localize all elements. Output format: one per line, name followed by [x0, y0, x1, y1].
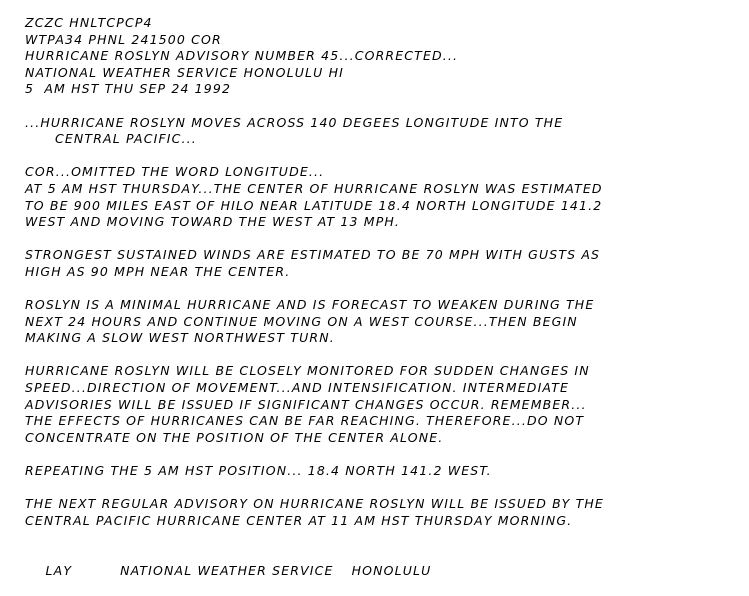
- winds-paragraph: [25, 247, 740, 280]
- spacer: [25, 347, 740, 364]
- advisory-title: HURRICANE ROSLYN ADVISORY NUMBER 45...CORRECTED...: [25, 48, 459, 64]
- headline-block: [25, 115, 740, 148]
- next-advisory-paragraph: [25, 496, 740, 529]
- paragraph-line: CONCENTRATE ON THE POSITION OF THE CENTER ALONE.: [25, 429, 444, 445]
- header-line: WTPA34 PHNL 241500 COR: [25, 31, 222, 47]
- paragraph-line: ROSLYN IS A MINIMAL HURRICANE AND IS FORECAST TO WEAKEN DURING THE: [25, 297, 595, 313]
- paragraph-line: STRONGEST SUSTAINED WINDS ARE ESTIMATED TO BE 70 MPH WITH GUSTS AS: [25, 247, 601, 263]
- paragraph-line: SPEED...DIRECTION OF MOVEMENT...AND INTENSIFICATION. INTERMEDIATE: [25, 380, 570, 396]
- repeat-paragraph: [25, 463, 740, 480]
- spacer: [25, 98, 740, 115]
- paragraph-line: THE EFFECTS OF HURRICANES CAN BE FAR REACHING. THEREFORE...DO NOT: [25, 413, 585, 429]
- spacer: [25, 148, 740, 165]
- signoff-line: [25, 546, 740, 578]
- spacer: [25, 446, 740, 463]
- spacer: [25, 231, 740, 248]
- paragraph-line: NEXT 24 HOURS AND CONTINUE MOVING ON A WEST COURSE...THEN BEGIN: [25, 313, 578, 329]
- header-line: ZCZC HNLTCPCP4: [25, 15, 153, 30]
- spacer: [25, 281, 740, 298]
- paragraph-line: WEST AND MOVING TOWARD THE WEST AT 13 MPH.: [25, 214, 401, 230]
- paragraph-line: CENTRAL PACIFIC HURRICANE CENTER AT 11 AM HST THURSDAY MORNING.: [25, 512, 573, 528]
- paragraph-line: COR...OMITTED THE WORD LONGITUDE...: [25, 164, 325, 180]
- paragraph-line: HIGH AS 90 MPH NEAR THE CENTER.: [25, 263, 291, 279]
- paragraph-line: MAKING A SLOW WEST NORTHWEST TURN.: [25, 330, 335, 346]
- monitoring-paragraph: [25, 363, 740, 446]
- spacer: [25, 480, 740, 497]
- forecast-paragraph: [25, 297, 740, 347]
- correction-paragraph: [25, 164, 740, 230]
- paragraph-line: AT 5 AM HST THURSDAY...THE CENTER OF HURRICANE ROSLYN WAS ESTIMATED: [25, 180, 603, 196]
- spacer: [25, 529, 740, 546]
- paragraph-line: THE NEXT REGULAR ADVISORY ON HURRICANE ROSLYN WILL BE ISSUED BY THE: [25, 496, 604, 512]
- issuing-office: NATIONAL WEATHER SERVICE HONOLULU HI: [25, 64, 344, 80]
- header-block: [25, 15, 740, 98]
- paragraph-line: ADVISORIES WILL BE ISSUED IF SIGNIFICANT CHANGES OCCUR. REMEMBER...: [25, 396, 587, 412]
- paragraph-line: REPEATING THE 5 AM HST POSITION... 18.4 NORTH 141.2 WEST.: [25, 463, 492, 479]
- advisory-document: [25, 15, 740, 578]
- headline-line: CENTRAL PACIFIC...: [55, 131, 197, 147]
- signoff-city: HONOLULU: [351, 562, 432, 578]
- paragraph-line: HURRICANE ROSLYN WILL BE CLOSELY MONITORED FOR SUDDEN CHANGES IN: [25, 363, 590, 379]
- paragraph-line: TO BE 900 MILES EAST OF HILO NEAR LATITUDE 18.4 NORTH LONGITUDE 141.2: [25, 197, 603, 213]
- issue-time: 5 AM HST THU SEP 24 1992: [25, 81, 232, 97]
- headline-line: ...HURRICANE ROSLYN MOVES ACROSS 140 DEGEES LONGITUDE INTO THE: [25, 114, 564, 130]
- signoff-office: NATIONAL WEATHER SERVICE: [120, 562, 334, 578]
- forecaster-initials: LAY: [45, 562, 73, 578]
